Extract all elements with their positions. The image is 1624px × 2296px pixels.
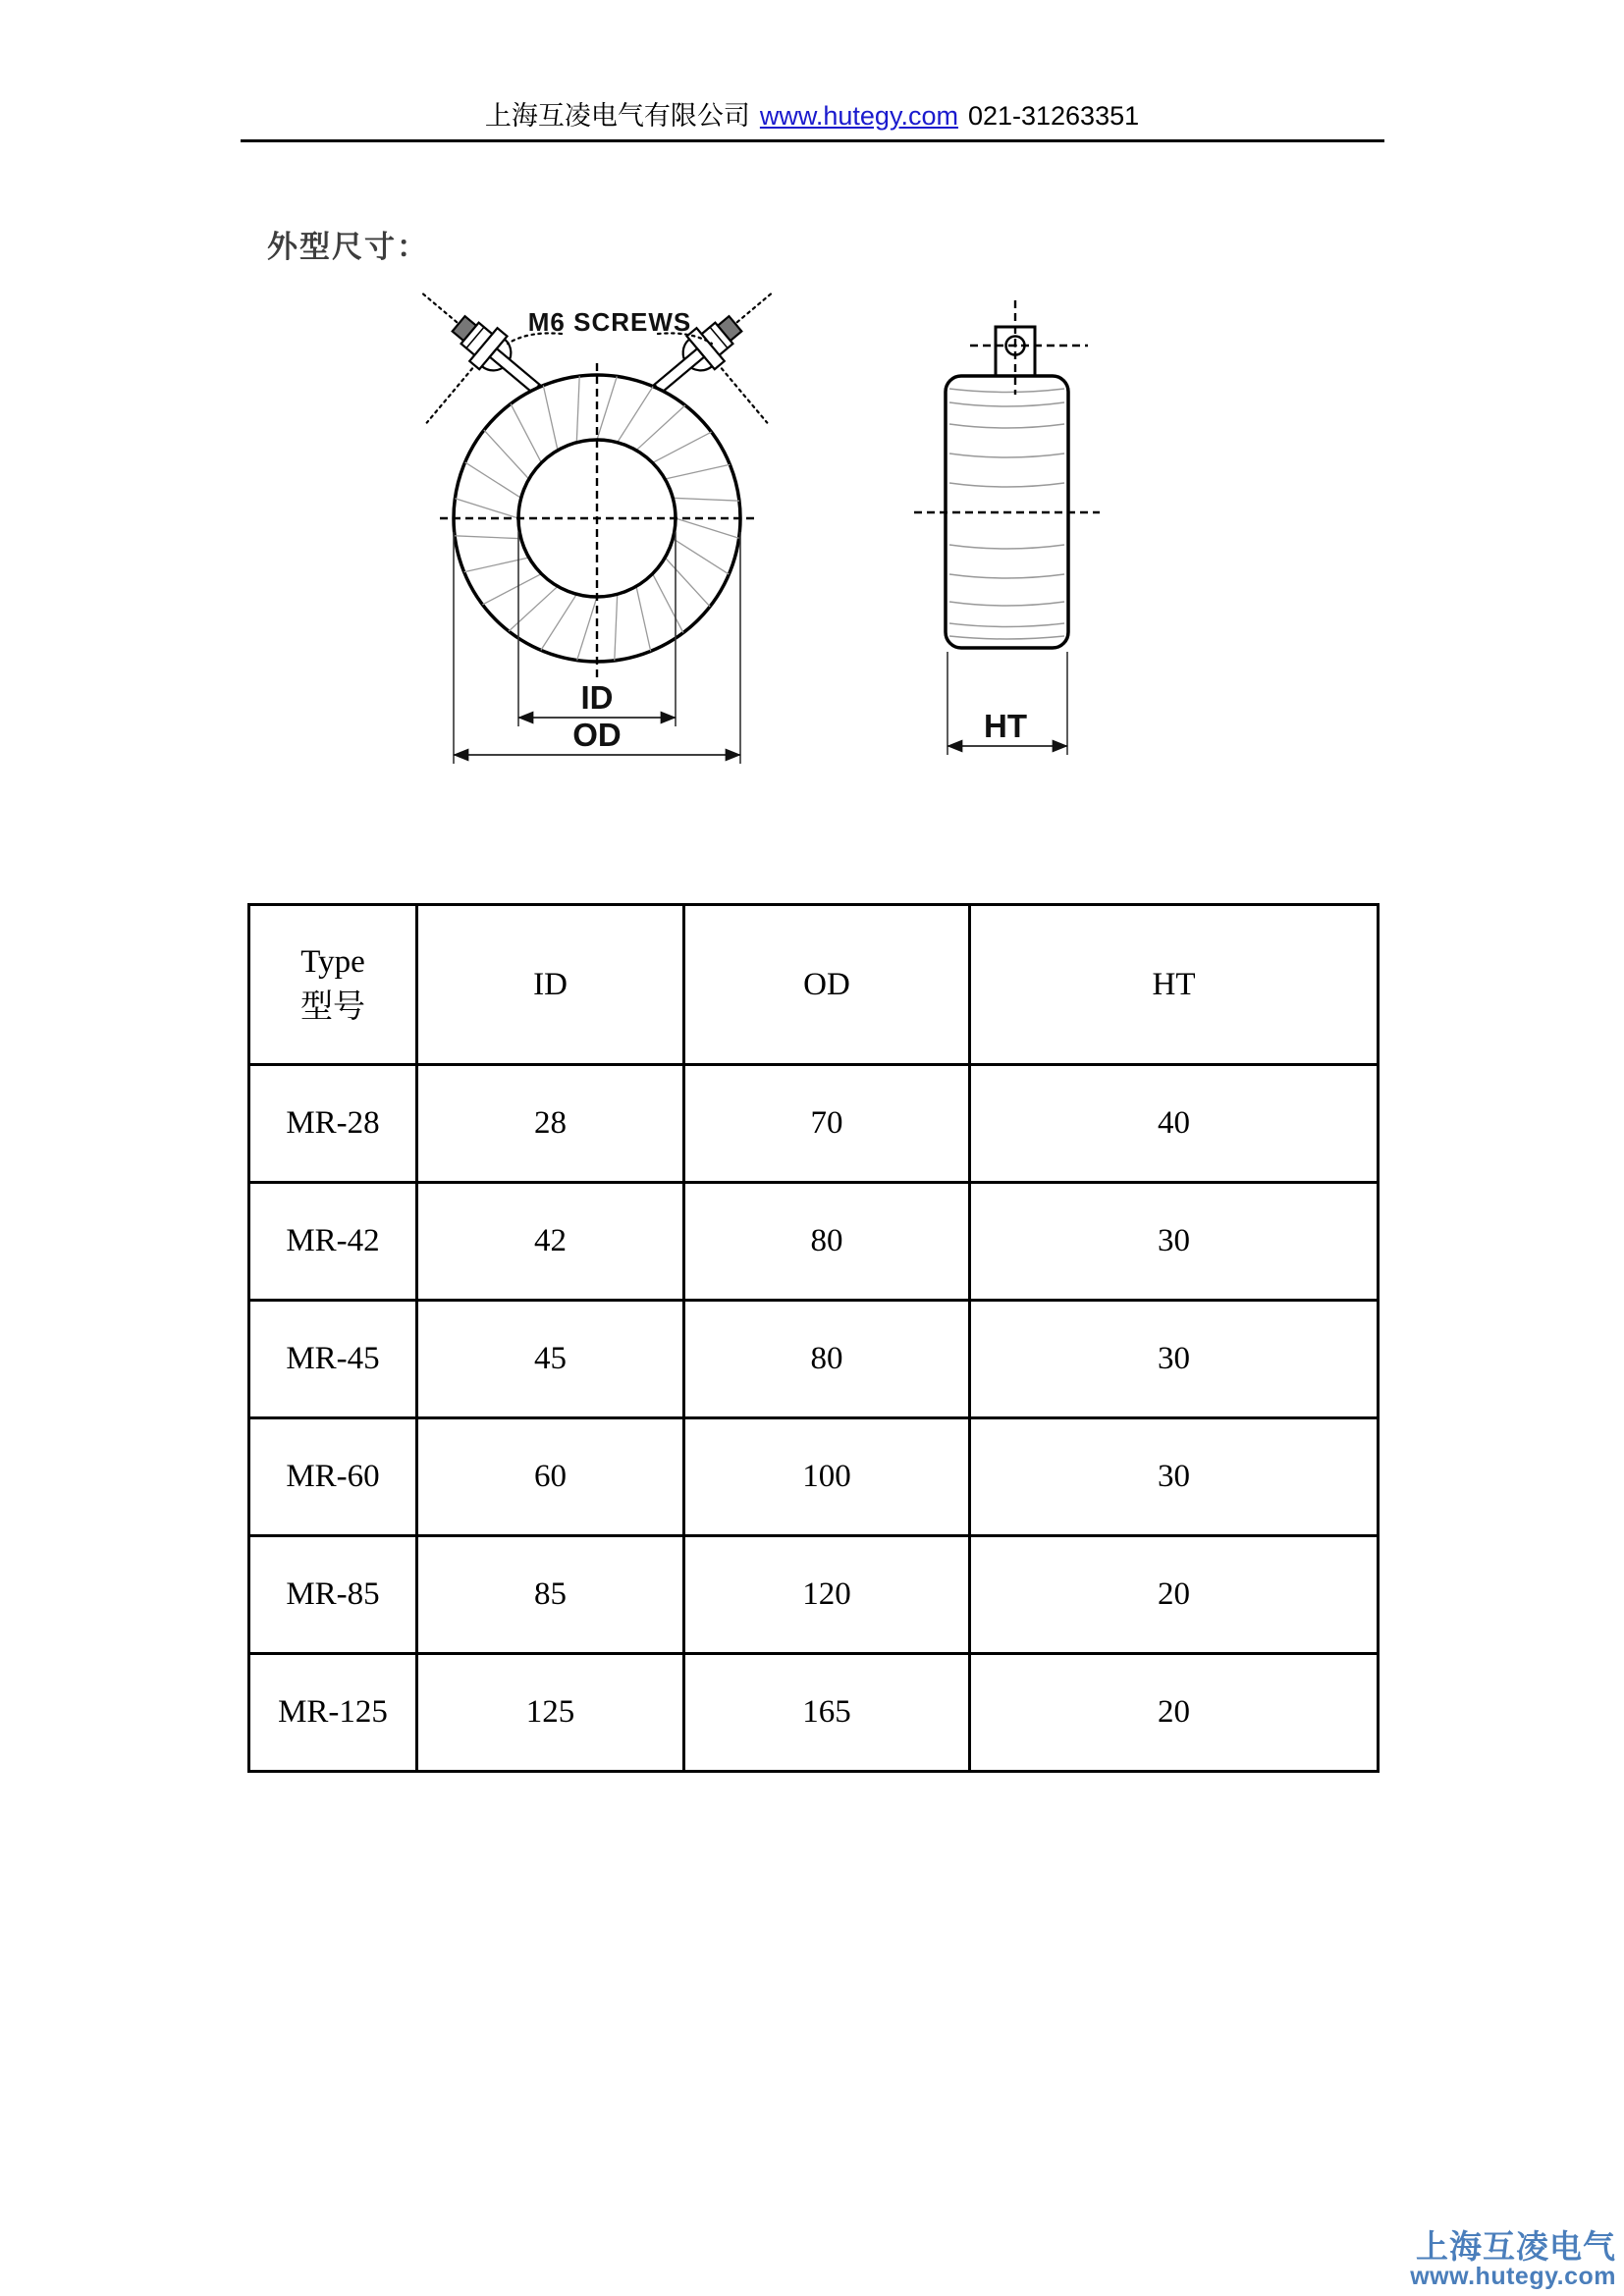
front-view [412,285,833,764]
cell-type: MR-60 [249,1418,417,1536]
table-row [249,1536,1379,1654]
cell-id: 45 [417,1301,684,1418]
cell-id: 85 [417,1536,684,1654]
column-header-type-cn: 型号 [300,989,365,1025]
column-header-od: OD [684,905,970,1065]
cell-ht: 20 [970,1654,1379,1772]
footer-website-text: www.hutegy.com [1410,2263,1616,2290]
table-header-row [249,905,1379,1065]
od-label: OD [572,717,622,753]
cell-type: MR-45 [249,1301,417,1418]
page-header [0,94,1624,133]
company-name: 上海互凌电气有限公司 [484,101,750,131]
cell-od: 120 [684,1536,970,1654]
id-label: ID [580,679,614,716]
cell-type: MR-125 [249,1654,417,1772]
cell-type: MR-28 [249,1065,417,1183]
footer-brand-text: 上海互凌电气 [1416,2228,1616,2265]
column-header-id: ID [417,905,684,1065]
cell-type: MR-85 [249,1536,417,1654]
cell-od: 80 [684,1183,970,1301]
dimensions-table [247,903,1380,1773]
cell-type: MR-42 [249,1183,417,1301]
cell-od: 100 [684,1418,970,1536]
dimension-drawing [412,285,1119,785]
cell-ht: 40 [970,1065,1379,1183]
section-title: 外型尺寸： [267,230,429,264]
footer-logo [1410,2230,1616,2289]
column-header-type [249,905,417,1065]
cell-od: 165 [684,1654,970,1772]
cell-ht: 30 [970,1418,1379,1536]
header-divider [241,139,1384,142]
table-row [249,1418,1379,1536]
cell-od: 80 [684,1301,970,1418]
cell-ht: 30 [970,1183,1379,1301]
phone-number: 021-31263351 [967,101,1140,131]
table-row [249,1183,1379,1301]
cell-ht: 20 [970,1536,1379,1654]
cell-id: 42 [417,1183,684,1301]
cell-id: 60 [417,1418,684,1536]
ht-label: HT [984,708,1027,744]
column-header-ht: HT [970,905,1379,1065]
table-row [249,1301,1379,1418]
column-header-type-en: Type [300,944,365,980]
cell-od: 70 [684,1065,970,1183]
website-link[interactable]: www.hutegy.com [759,101,958,131]
table-row [249,1654,1379,1772]
cell-id: 125 [417,1654,684,1772]
m6-screws-label: M6 SCREWS [527,307,692,337]
table-row [249,1065,1379,1183]
cell-ht: 30 [970,1301,1379,1418]
side-view [914,300,1100,755]
cell-id: 28 [417,1065,684,1183]
